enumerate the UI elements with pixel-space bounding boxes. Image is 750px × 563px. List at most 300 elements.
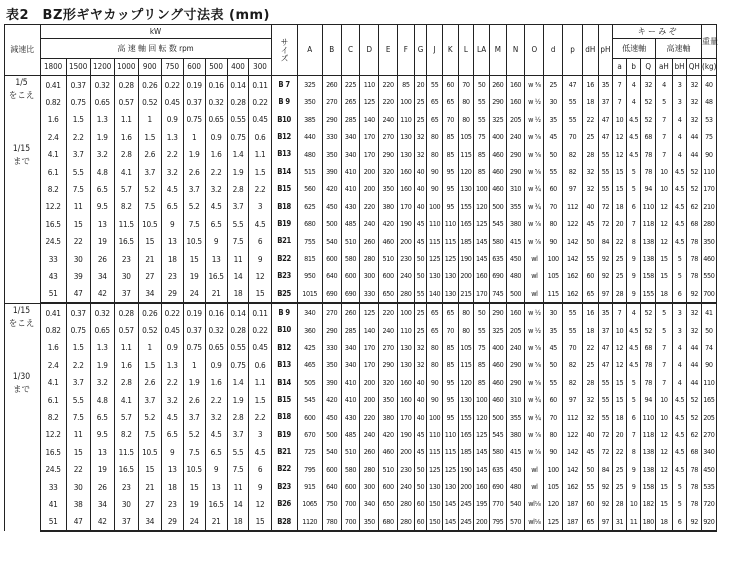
- table-row: [5, 443, 742, 460]
- dimension-cell: 50: [414, 461, 427, 478]
- dimension-cell: 950: [297, 267, 322, 284]
- dimension-cell: 480: [297, 146, 322, 163]
- dimension-cell: 360: [297, 321, 322, 338]
- ratio-label: まで: [12, 384, 30, 395]
- dimension-cell: 465: [297, 356, 322, 373]
- dimension-cell: 340: [360, 495, 379, 512]
- weight-cell: 350: [702, 233, 717, 250]
- power-cell: 0.75: [66, 321, 90, 338]
- dimension-cell: 84: [598, 461, 613, 478]
- power-cell: 3.2: [90, 146, 114, 163]
- power-cell: 24: [183, 285, 205, 303]
- keyway-cell: 138: [641, 461, 656, 478]
- dimension-cell: 165: [458, 426, 474, 443]
- power-cell: 2.4: [40, 356, 66, 373]
- table-row: [5, 198, 742, 215]
- keyway-cell: 32: [687, 76, 702, 94]
- power-cell: 3.7: [66, 374, 90, 391]
- power-cell: 0.26: [138, 303, 161, 321]
- keyway-cell: 7: [656, 111, 673, 128]
- power-cell: 42: [90, 285, 114, 303]
- table-row: [5, 285, 742, 303]
- dimension-cell: 47: [598, 128, 613, 145]
- dimension-cell: 290: [506, 146, 525, 163]
- power-cell: 6.1: [40, 391, 66, 408]
- table-row: [5, 215, 742, 232]
- keyway-cell: 9: [626, 285, 641, 303]
- dimension-cell: 200: [474, 513, 490, 531]
- dimension-cell: 410: [341, 391, 360, 408]
- keyway-cell: 10: [613, 321, 627, 338]
- power-cell: 0.22: [249, 93, 271, 110]
- keyway-cell: 7: [656, 356, 673, 373]
- keyway-cell: 4.5: [672, 426, 687, 443]
- power-cell: 0.37: [183, 321, 205, 338]
- dimension-cell: 100: [474, 180, 490, 197]
- power-cell: 23: [114, 478, 138, 495]
- dimension-cell: 32: [582, 391, 598, 408]
- weight-cell: 75: [702, 128, 717, 145]
- power-cell: 22: [66, 233, 90, 250]
- dimension-cell: 130: [427, 267, 443, 284]
- dimension-cell: 32: [582, 180, 598, 197]
- weight-cell: 170: [702, 180, 717, 197]
- power-cell: 0.32: [90, 76, 114, 94]
- key-col-header: QH: [687, 59, 702, 76]
- dimension-cell: 420: [379, 426, 398, 443]
- dimension-cell: 40: [582, 198, 598, 215]
- power-cell: 21: [205, 513, 227, 531]
- dimension-cell: w ⅞: [525, 443, 544, 460]
- keyway-cell: 12: [656, 426, 673, 443]
- dimension-cell: 65: [427, 93, 443, 110]
- power-cell: 11: [227, 250, 249, 267]
- dimension-cell: 40: [582, 426, 598, 443]
- dimension-cell: 500: [322, 426, 341, 443]
- keyway-cell: 4: [672, 374, 687, 391]
- dimension-cell: 80: [427, 128, 443, 145]
- power-cell: 1.3: [90, 339, 114, 356]
- power-cell: 15: [66, 443, 90, 460]
- power-cell: 0.37: [66, 76, 90, 94]
- dimension-cell: 70: [563, 128, 583, 145]
- power-cell: 2.8: [114, 146, 138, 163]
- dimension-cell: 55: [544, 374, 563, 391]
- dimension-cell: 200: [398, 233, 415, 250]
- dimension-cell: 150: [427, 513, 443, 531]
- dimension-cell: 545: [489, 426, 506, 443]
- dimension-cell: 140: [360, 321, 379, 338]
- power-cell: 8.2: [114, 426, 138, 443]
- power-cell: 0.22: [161, 303, 183, 321]
- dimension-cell: 125: [360, 93, 379, 110]
- dimension-cell: w ⅞: [525, 215, 544, 232]
- dimension-cell: 340: [341, 356, 360, 373]
- dimension-cell: 145: [474, 461, 490, 478]
- dimension-cell: 65: [442, 303, 458, 321]
- power-cell: 3.7: [227, 426, 249, 443]
- power-cell: 3.2: [90, 374, 114, 391]
- weight-cell: 700: [702, 285, 717, 303]
- kw-header: kW: [40, 25, 271, 39]
- dimension-cell: w ½: [525, 321, 544, 338]
- dimension-cell: 85: [442, 339, 458, 356]
- power-cell: 23: [161, 495, 183, 512]
- power-cell: 15: [138, 233, 161, 250]
- power-cell: 6: [249, 461, 271, 478]
- power-cell: 0.9: [161, 111, 183, 128]
- power-cell: 6: [249, 233, 271, 250]
- power-cell: 0.9: [205, 128, 227, 145]
- dimension-cell: 690: [322, 285, 341, 303]
- dimension-cell: 47: [598, 356, 613, 373]
- dimension-cell: 45: [582, 215, 598, 232]
- dimension-cell: 55: [563, 111, 583, 128]
- power-cell: 0.22: [161, 76, 183, 94]
- low-speed-header: 低速軸: [613, 39, 656, 59]
- dimension-cell: 260: [360, 443, 379, 460]
- dimension-cell: w ⅝: [525, 374, 544, 391]
- dimension-cell: 170: [398, 198, 415, 215]
- table-row: [5, 408, 742, 425]
- dimension-cell: 200: [360, 391, 379, 408]
- dimension-cell: 200: [458, 478, 474, 495]
- power-cell: 10.5: [183, 461, 205, 478]
- power-cell: 1.3: [161, 356, 183, 373]
- keyway-cell: 18: [613, 408, 627, 425]
- dimension-cell: 60: [582, 495, 598, 512]
- power-cell: 5.2: [138, 408, 161, 425]
- dimension-cell: 280: [398, 495, 415, 512]
- dimension-cell: 410: [341, 374, 360, 391]
- keyway-cell: 4: [672, 146, 687, 163]
- keyway-cell: 7: [613, 76, 627, 94]
- power-cell: 0.37: [183, 93, 205, 110]
- dimension-cell: 600: [341, 267, 360, 284]
- weight-cell: 340: [702, 443, 717, 460]
- power-cell: 12.2: [40, 426, 66, 443]
- dimension-cell: w ⅝: [525, 146, 544, 163]
- keyway-cell: 9: [626, 267, 641, 284]
- power-cell: 1: [138, 339, 161, 356]
- dimension-cell: 450: [322, 198, 341, 215]
- keyway-cell: 52: [641, 111, 656, 128]
- dimension-cell: 185: [458, 233, 474, 250]
- power-cell: 2.2: [161, 146, 183, 163]
- keyway-cell: 18: [656, 285, 673, 303]
- weight-cell: 165: [702, 391, 717, 408]
- power-cell: 11: [66, 426, 90, 443]
- dim-header-d: d: [544, 25, 563, 76]
- power-cell: 4.1: [40, 374, 66, 391]
- dimension-cell: 270: [379, 128, 398, 145]
- dimension-cell: 65: [582, 285, 598, 303]
- dimension-cell: 60: [544, 180, 563, 197]
- dimension-cell: 120: [458, 374, 474, 391]
- power-cell: 3.2: [161, 391, 183, 408]
- power-cell: 19: [90, 461, 114, 478]
- dimension-cell: 260: [489, 76, 506, 94]
- power-cell: 0.45: [249, 339, 271, 356]
- dimension-cell: 165: [458, 215, 474, 232]
- dimension-cell: 115: [458, 356, 474, 373]
- size-cell: B14: [271, 163, 297, 180]
- power-cell: 5.7: [114, 408, 138, 425]
- dimension-cell: 110: [427, 426, 443, 443]
- keyway-cell: 15: [656, 250, 673, 267]
- table-row: [5, 76, 742, 94]
- keyway-cell: 7: [613, 93, 627, 110]
- table-row: [5, 250, 742, 267]
- dimension-cell: 45: [414, 233, 427, 250]
- power-cell: 0.26: [138, 76, 161, 94]
- keyway-cell: 15: [656, 267, 673, 284]
- dimension-cell: 450: [322, 408, 341, 425]
- power-cell: 5.5: [227, 215, 249, 232]
- dimension-cell: 110: [398, 321, 415, 338]
- dimension-cell: 170: [360, 146, 379, 163]
- keyway-cell: 155: [641, 285, 656, 303]
- power-cell: 4.5: [249, 443, 271, 460]
- dimension-cell: 120: [474, 198, 490, 215]
- power-cell: 1.5: [138, 128, 161, 145]
- keyway-cell: 5: [672, 250, 687, 267]
- weight-cell: 450: [702, 461, 717, 478]
- key-col-header: b: [626, 59, 641, 76]
- power-cell: 1.4: [227, 146, 249, 163]
- keyway-cell: 32: [687, 303, 702, 321]
- dimension-cell: 200: [360, 374, 379, 391]
- power-cell: 10.5: [138, 215, 161, 232]
- size-cell: B22: [271, 250, 297, 267]
- high-speed-header: 高速軸: [656, 39, 702, 59]
- dimension-cell: 440: [297, 128, 322, 145]
- dimension-cell: wl: [525, 478, 544, 495]
- dimension-cell: 25: [414, 321, 427, 338]
- dimension-cell: 815: [297, 250, 322, 267]
- power-cell: 3: [249, 198, 271, 215]
- keyway-cell: 92: [687, 513, 702, 531]
- keyway-cell: 44: [687, 374, 702, 391]
- dimension-cell: 580: [341, 250, 360, 267]
- dimension-cell: 50: [414, 478, 427, 495]
- power-cell: 16.5: [114, 461, 138, 478]
- dimension-cell: 745: [489, 285, 506, 303]
- dim-header-J: J: [427, 25, 443, 76]
- dimension-cell: 160: [398, 374, 415, 391]
- dimension-cell: 45: [544, 339, 563, 356]
- power-cell: 14: [227, 495, 249, 512]
- power-cell: 2.2: [249, 180, 271, 197]
- dimension-cell: 72: [598, 426, 613, 443]
- dimension-cell: 510: [379, 461, 398, 478]
- weight-unit-header: (kg): [702, 59, 717, 76]
- keyway-cell: 52: [641, 303, 656, 321]
- dimension-cell: 92: [598, 267, 613, 284]
- dimension-cell: 47: [598, 111, 613, 128]
- dimension-cell: 650: [379, 285, 398, 303]
- dimension-cell: 82: [563, 356, 583, 373]
- dimension-cell: 82: [563, 374, 583, 391]
- power-cell: 2.2: [66, 356, 90, 373]
- keyway-cell: 12: [613, 356, 627, 373]
- power-cell: 6.5: [205, 443, 227, 460]
- dimension-cell: 80: [427, 146, 443, 163]
- dimension-cell: 690: [489, 478, 506, 495]
- dimension-cell: 170: [398, 408, 415, 425]
- dimension-cell: 290: [506, 374, 525, 391]
- dimension-cell: 200: [360, 163, 379, 180]
- power-cell: 13: [205, 478, 227, 495]
- size-cell: B12: [271, 339, 297, 356]
- keyway-cell: 44: [687, 146, 702, 163]
- power-cell: 1.1: [249, 146, 271, 163]
- dimension-cell: 205: [506, 321, 525, 338]
- size-cell: B18: [271, 198, 297, 215]
- dimension-cell: 640: [322, 478, 341, 495]
- dimension-cell: 515: [297, 163, 322, 180]
- power-cell: 1.9: [90, 128, 114, 145]
- keyway-cell: 4.5: [672, 215, 687, 232]
- keyway-cell: 78: [641, 146, 656, 163]
- dimension-cell: 380: [379, 408, 398, 425]
- dimension-cell: wl⅛: [525, 513, 544, 531]
- power-cell: 3.7: [138, 163, 161, 180]
- power-cell: 1.6: [205, 146, 227, 163]
- dimension-cell: 122: [563, 215, 583, 232]
- key-header: キ ー み ぞ: [613, 25, 702, 39]
- keyway-cell: 22: [613, 233, 627, 250]
- weight-cell: 50: [702, 321, 717, 338]
- dimension-cell: 350: [379, 180, 398, 197]
- dimension-cell: 50: [414, 250, 427, 267]
- dimension-cell: 92: [598, 495, 613, 512]
- weight-cell: 90: [702, 146, 717, 163]
- dimension-cell: 80: [458, 303, 474, 321]
- dimension-cell: 145: [474, 250, 490, 267]
- power-cell: 8.2: [114, 198, 138, 215]
- dimension-cell: 55: [427, 76, 443, 94]
- dimension-cell: 145: [474, 443, 490, 460]
- dimension-cell: 340: [341, 146, 360, 163]
- dimension-cell: 400: [489, 339, 506, 356]
- keyway-cell: 110: [641, 198, 656, 215]
- keyway-cell: 5: [626, 163, 641, 180]
- power-cell: 10.5: [138, 443, 161, 460]
- power-cell: 2.2: [249, 408, 271, 425]
- dimension-cell: 190: [398, 215, 415, 232]
- dimension-cell: 130: [398, 146, 415, 163]
- dimension-cell: 112: [563, 408, 583, 425]
- dimension-cell: 220: [379, 303, 398, 321]
- power-cell: 0.65: [90, 321, 114, 338]
- power-cell: 5.5: [66, 391, 90, 408]
- power-cell: 0.19: [183, 303, 205, 321]
- keyway-cell: 25: [613, 478, 627, 495]
- keyway-cell: 5: [626, 374, 641, 391]
- power-cell: 3.7: [138, 391, 161, 408]
- dimension-cell: 280: [398, 285, 415, 303]
- weight-cell: 920: [702, 513, 717, 531]
- dimension-cell: 635: [489, 250, 506, 267]
- dimension-cell: 40: [414, 374, 427, 391]
- power-cell: 1: [183, 356, 205, 373]
- dimension-cell: 90: [544, 233, 563, 250]
- keyway-cell: 5: [672, 267, 687, 284]
- dimension-cell: w ⅝: [525, 163, 544, 180]
- dimension-cell: w ⅝: [525, 339, 544, 356]
- dimension-cell: 750: [322, 495, 341, 512]
- dimension-cell: 85: [442, 146, 458, 163]
- power-cell: 15: [249, 285, 271, 303]
- weight-cell: 48: [702, 93, 717, 110]
- power-cell: 7.5: [66, 408, 90, 425]
- table-row: [5, 478, 742, 495]
- table-row: [5, 146, 742, 163]
- dimension-cell: 50: [544, 146, 563, 163]
- dimension-cell: 80: [544, 215, 563, 232]
- power-cell: 22: [66, 461, 90, 478]
- power-cell: 13: [161, 461, 183, 478]
- weight-cell: 535: [702, 478, 717, 495]
- power-cell: 19: [183, 495, 205, 512]
- dimension-cell: 55: [474, 321, 490, 338]
- dimension-cell: 160: [474, 267, 490, 284]
- dimension-cell: 70: [544, 408, 563, 425]
- power-cell: 0.41: [40, 76, 66, 94]
- dimension-cell: w ¾: [525, 180, 544, 197]
- power-cell: 9.5: [90, 426, 114, 443]
- keyway-cell: 5: [672, 495, 687, 512]
- dimension-cell: 32: [582, 163, 598, 180]
- keyway-cell: 52: [641, 93, 656, 110]
- dim-header-O: O: [525, 25, 544, 76]
- keyway-cell: 78: [687, 233, 702, 250]
- power-cell: 11.5: [114, 443, 138, 460]
- power-cell: 7.5: [138, 426, 161, 443]
- power-cell: 1.6: [40, 339, 66, 356]
- dimension-cell: 100: [544, 250, 563, 267]
- power-cell: 15: [249, 513, 271, 531]
- dimension-cell: 130: [398, 339, 415, 356]
- power-cell: 0.57: [114, 93, 138, 110]
- dimension-cell: 690: [489, 267, 506, 284]
- power-cell: 0.28: [114, 76, 138, 94]
- dimension-cell: 85: [398, 76, 415, 94]
- dimension-cell: 55: [598, 146, 613, 163]
- power-cell: 38: [66, 495, 90, 512]
- dimension-cell: 60: [442, 76, 458, 94]
- dimension-cell: 85: [442, 356, 458, 373]
- dimension-cell: 290: [322, 111, 341, 128]
- dimension-cell: 105: [458, 339, 474, 356]
- power-cell: 1.9: [183, 374, 205, 391]
- keyway-cell: 78: [687, 461, 702, 478]
- dimension-cell: 240: [379, 111, 398, 128]
- keyway-cell: 3: [672, 76, 687, 94]
- dimension-cell: 225: [341, 76, 360, 94]
- dimension-cell: 390: [322, 163, 341, 180]
- dimension-cell: 65: [427, 111, 443, 128]
- dimension-cell: 142: [563, 461, 583, 478]
- dimension-cell: 450: [506, 461, 525, 478]
- power-cell: 6.5: [90, 180, 114, 197]
- dimension-cell: 40: [414, 163, 427, 180]
- dimension-cell: 60: [582, 267, 598, 284]
- keyway-cell: 78: [687, 267, 702, 284]
- keyway-cell: 4.5: [626, 321, 641, 338]
- keyway-cell: 4: [626, 303, 641, 321]
